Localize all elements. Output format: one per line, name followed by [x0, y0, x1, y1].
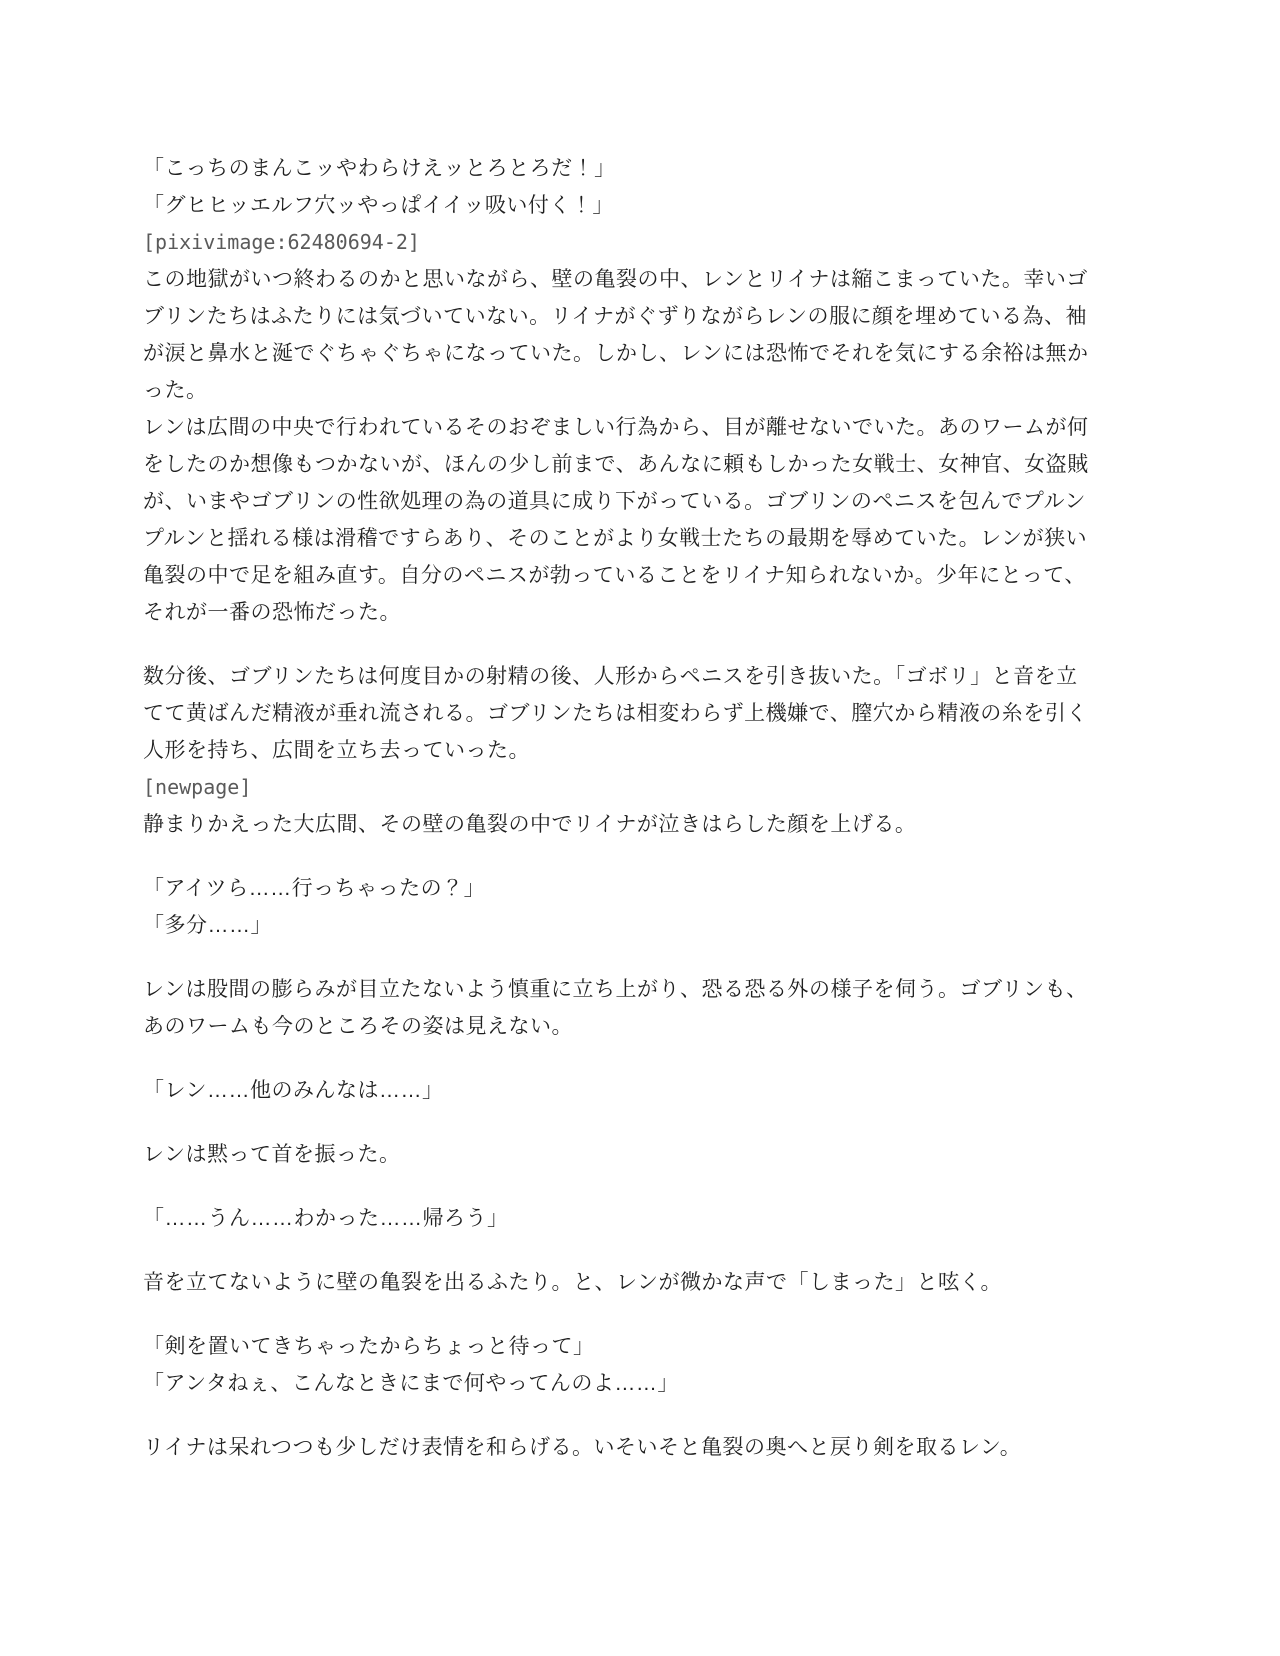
text-line: この地獄がいつ終わるのかと思いながら、壁の亀裂の中、レンとリイナは縮こまっていた。幸いゴ: [143, 268, 1088, 291]
pixiv-tag-line: [newpage]: [143, 775, 252, 799]
text-line: が涙と鼻水と涎でぐちゃぐちゃになっていた。しかし、レンには恐怖でそれを気にする余裕は無か: [143, 342, 1089, 365]
blank-line: [143, 631, 1143, 658]
text-line: 「グヒヒッエルフ穴ッやっぱイイッ吸い付く！」: [143, 194, 614, 217]
blank-line: [143, 1109, 1143, 1136]
text-line: 数分後、ゴブリンたちは何度目かの射精の後、人形からペニスを引き抜いた。「ゴボリ」と音を立: [143, 665, 1078, 688]
blank-line: [143, 1237, 1143, 1264]
text-line: リイナは呆れつつも少しだけ表情を和らげる。いそいそと亀裂の奥へと戻り剣を取るレン。: [143, 1436, 1022, 1459]
text-line: が、いまやゴブリンの性欲処理の為の道具に成り下がっている。ゴブリンのペニスを包んでプルン: [143, 490, 1086, 513]
text-line: それが一番の恐怖だった。: [143, 601, 401, 624]
text-line: 亀裂の中で足を組み直す。自分のペニスが勃っていることをリイナ知られないか。少年にとって、: [143, 564, 1086, 587]
text-line: 「こっちのまんこッやわらけえッとろとろだ！」: [143, 157, 616, 180]
text-line: 「アイツら……行っちゃったの？」: [143, 877, 486, 900]
text-line: 「……うん……わかった……帰ろう」: [143, 1207, 509, 1230]
text-line: 「レン……他のみんなは……」: [143, 1079, 444, 1102]
text-line: プルンと揺れる様は滑稽ですらあり、そのことがより女戦士たちの最期を辱めていた。レンが狭い: [143, 527, 1088, 550]
blank-line: [143, 1301, 1143, 1328]
text-line: 静まりかえった大広間、その壁の亀裂の中でリイナが泣きはらした顔を上げる。: [143, 813, 917, 836]
text-line: ブリンたちはふたりには気づいていない。リイナがぐずりながらレンの服に顔を埋めている為、袖: [143, 305, 1088, 328]
blank-line: [143, 944, 1143, 971]
text-line: 「剣を置いてきちゃったからちょっと待って」: [143, 1335, 595, 1358]
text-line: 「アンタねぇ、こんなときにまで何やってんのよ……」: [143, 1372, 679, 1395]
blank-line: [143, 1045, 1143, 1072]
novel-text-page: [143, 150, 1143, 1466]
text-line: 「多分……」: [143, 914, 272, 937]
blank-line: [143, 843, 1143, 870]
text-line: レンは黙って首を振った。: [143, 1143, 401, 1166]
text-line: あのワームも今のところその姿は見えない。: [143, 1015, 573, 1038]
blank-line: [143, 1173, 1143, 1200]
text-line: 人形を持ち、広間を立ち去っていった。: [143, 739, 530, 762]
blank-line: [143, 1402, 1143, 1429]
text-line: てて黄ばんだ精液が垂れ流される。ゴブリンたちは相変わらず上機嫌で、膣穴から精液の糸を引く: [143, 702, 1088, 725]
text-line: レンは股間の膨らみが目立たないよう慎重に立ち上がり、恐る恐る外の様子を伺う。ゴブリンも、: [143, 978, 1088, 1001]
text-line: 音を立てないように壁の亀裂を出るふたり。と、レンが微かな声で「しまった」と呟く。: [143, 1271, 1003, 1294]
text-line: った。: [143, 379, 208, 402]
text-line: レンは広間の中央で行われているそのおぞましい行為から、目が離せないでいた。あのワームが何: [143, 416, 1089, 439]
pixiv-tag-line: [pixivimage:62480694-2]: [143, 230, 420, 254]
text-line: をしたのか想像もつかないが、ほんの少し前まで、あんなに頼もしかった女戦士、女神官、女盗賊: [143, 453, 1089, 476]
